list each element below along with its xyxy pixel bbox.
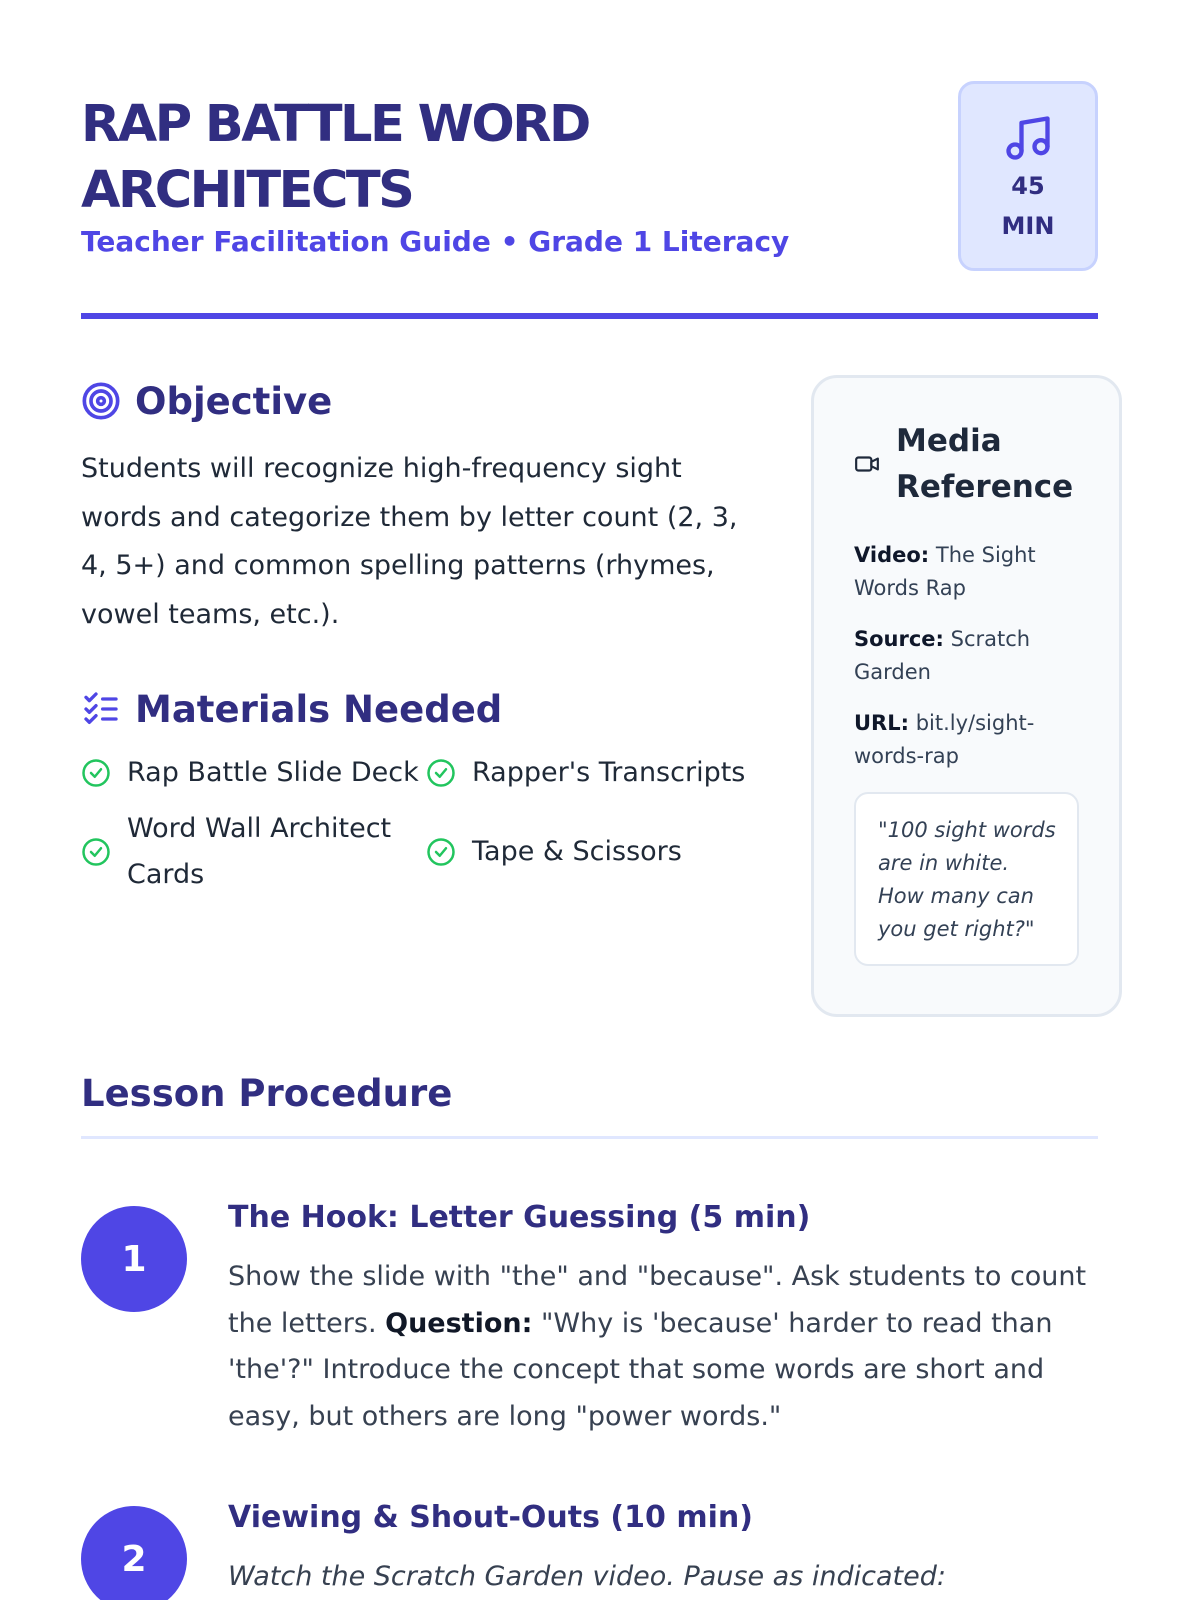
- media-video: [854, 539, 1079, 605]
- duration-value: 45: [1011, 172, 1045, 200]
- step-body: [228, 1194, 1121, 1440]
- media-reference-card: [811, 375, 1122, 1017]
- video-camera-icon: [854, 451, 880, 477]
- page-header: [81, 92, 1098, 282]
- list-item: [426, 750, 761, 796]
- step-number: 2: [81, 1506, 187, 1600]
- url-label: URL:: [854, 711, 910, 735]
- materials-heading: [81, 684, 761, 734]
- media-heading: [854, 418, 1079, 510]
- step-title: Viewing & Shout-Outs (10 min): [228, 1500, 753, 1535]
- step-text-question-label: Question:: [385, 1307, 533, 1339]
- duration-badge: [958, 81, 1098, 271]
- media-title: Media Reference: [896, 423, 1074, 505]
- duration-unit: MIN: [1001, 212, 1055, 240]
- step-number: 1: [81, 1206, 187, 1312]
- target-icon: [81, 381, 121, 421]
- list-item: [426, 806, 761, 898]
- step-text: Watch the Scratch Garden video. Pause as indicated:: [228, 1561, 946, 1592]
- video-label: Video:: [854, 543, 930, 567]
- media-quote: "100 sight words are in white. How many can you get right?": [854, 792, 1079, 966]
- materials-list: [81, 750, 761, 898]
- material-label: Rapper's Transcripts: [472, 757, 746, 788]
- step-text-rest: "Why is 'because' harder to read than 'the'?" Introduce the concept that some words are short and easy, but others are long "power words.": [228, 1307, 1053, 1432]
- objective-heading: [81, 376, 761, 426]
- check-circle-icon: [81, 758, 111, 788]
- check-circle-icon: [426, 837, 456, 867]
- media-source: [854, 623, 1079, 689]
- list-item: [81, 806, 426, 898]
- page-subtitle: Teacher Facilitation Guide • Grade 1 Literacy: [81, 225, 790, 258]
- check-circle-icon: [426, 758, 456, 788]
- page-title: RAP BATTLE WORD ARCHITECTS: [81, 95, 589, 220]
- video-value: The Sight Words Rap: [854, 543, 1036, 600]
- music-note-icon: [1002, 112, 1054, 164]
- step-text: [228, 1254, 1121, 1440]
- procedure-title: Lesson Procedure: [81, 1072, 453, 1115]
- material-label: Word Wall Architect Cards: [127, 813, 392, 890]
- check-circle-icon: [81, 837, 111, 867]
- media-url: [854, 707, 1079, 773]
- material-label: Rap Battle Slide Deck: [127, 757, 419, 788]
- objective-title: Objective: [135, 379, 333, 423]
- step-text-intro: Show the slide with "the" and "because". Ask students to count the letters.: [228, 1261, 1087, 1339]
- procedure-divider: [81, 1136, 1098, 1139]
- list-item: [81, 750, 426, 796]
- material-label: Tape & Scissors: [472, 836, 682, 867]
- step-title: The Hook: Letter Guessing (5 min): [228, 1200, 811, 1235]
- url-value: bit.ly/sight-words-rap: [854, 711, 1035, 768]
- objective-text: Students will recognize high-frequency sight words and categorize them by letter count (2, 3, 4, 5+) and common spelling patterns (rhymes, vowel teams, etc.).: [81, 453, 738, 630]
- source-label: Source:: [854, 627, 944, 651]
- materials-title: Materials Needed: [135, 687, 503, 731]
- header-divider: [81, 313, 1098, 319]
- source-value: Scratch Garden: [854, 627, 1031, 684]
- step-body: [228, 1494, 1121, 1600]
- checklist-icon: [81, 689, 121, 729]
- main-column: [81, 376, 761, 898]
